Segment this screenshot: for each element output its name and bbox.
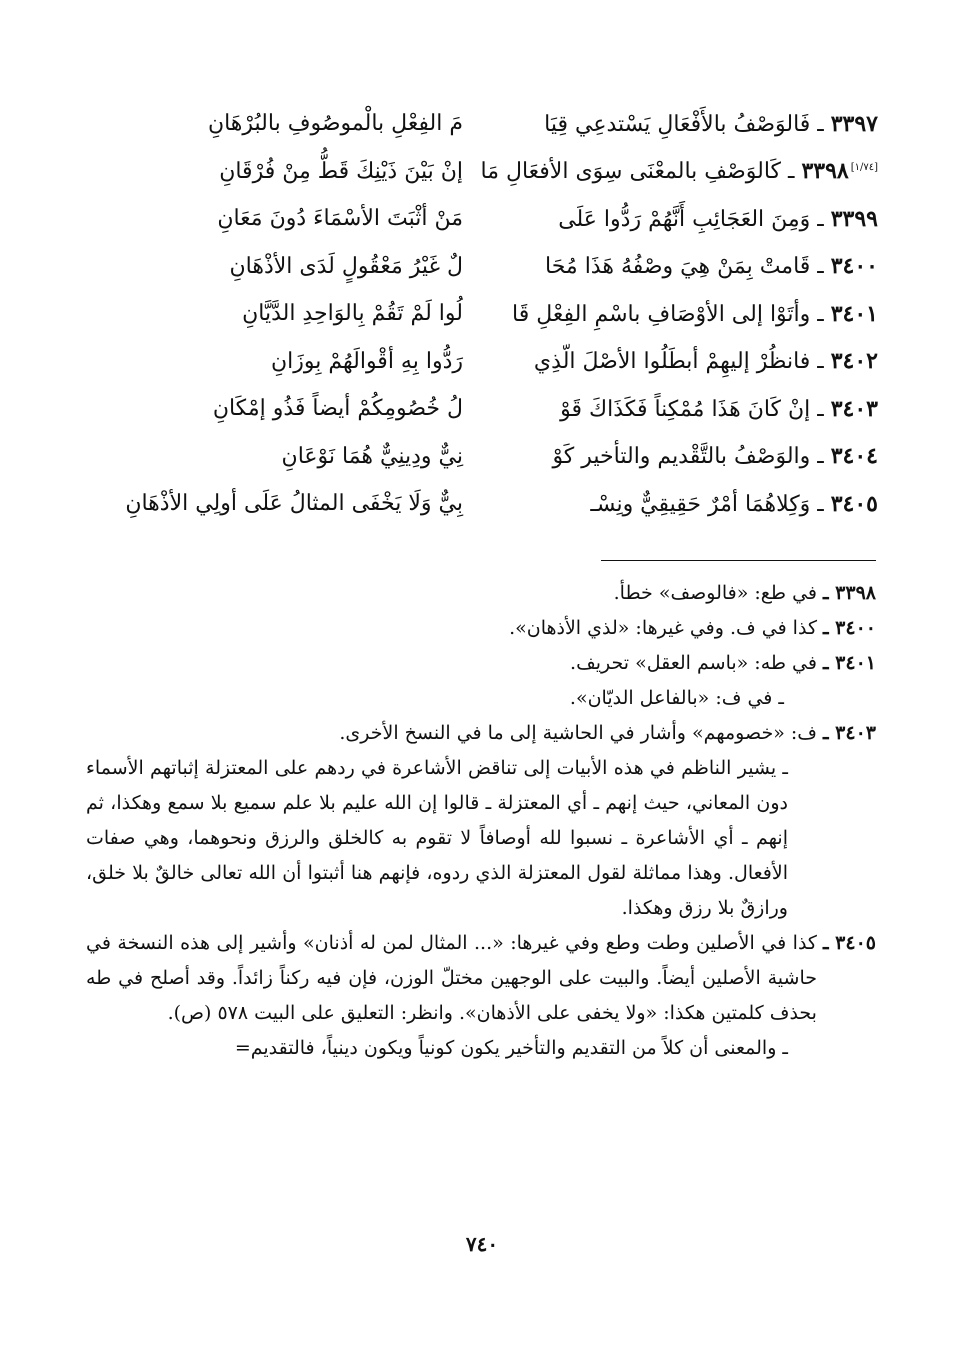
verse-number: ٣٤٠٥ xyxy=(830,490,878,517)
verse-first-hemistich: ٣٤٠٠ ـ قَامتْ بِمَنْ هِيَ وصْفُهُ هَذَا مُحَا xyxy=(545,253,878,280)
verse-first-hemistich: ٣٤٠١ ـ وأتَوْا إلى الأوْصَافِ باسْمِ الفِعْلِ قَا xyxy=(512,300,878,327)
footnote-verse-number: ٣٤٠٣ ـ xyxy=(822,722,876,744)
verse-line xyxy=(88,100,878,148)
verse-line xyxy=(88,148,878,196)
verse-first-hemistich: [١/٧٤]٣٣٩٨ ـ كَالوَصْفِ بالمعْنَى سِوَى الأفعَالِ مَا xyxy=(480,158,878,185)
footnote-text: في طع: «فالوصف» خطأ. xyxy=(613,582,817,604)
verse-second-hemistich: إنْ بَيْنَ ذَيْنِكَ قَطُّ مِنْ فُرْقَانِ xyxy=(219,158,463,184)
footnote-text: ـ يشير الناظم في هذه الأبيات إلى تناقض الأشاعرة في ردهم على المعتزلة إثباتهم الأسماء دون المعاني، حيث إنهم ـ أي المعتزلة ـ قالوا إن الله عليم بلا علم سميع بلا سمع وهكذا، ثم إنهم ـ أي الأشاعرة ـ نسبوا لله أوصافاً لا تقوم به كالخلق والرزق ونحوهما، وهي صفات الأفعال. وهذا مماثلة لقول المعتزلة الذي ردوه، فإنهم هنا أثبتوا أن الله تعالى خالقٌ بلا خلق، ورازقٌ بلا رزق وهكذا. xyxy=(86,757,788,919)
verse-second-hemistich: بِيٌّ وَلَا يَخْفَى المثالُ عَلَى أولِي الأذْهَانِ xyxy=(125,491,463,517)
verse-sadr-text: وَكِلاهُمَا أمْرٌ حَقِيقِيٌّ ونِسْـ xyxy=(590,491,811,517)
verse-sadr-text: فانظُرْ إليهِمْ أبطَلُوا الأصْلَ الّذِي xyxy=(533,349,811,375)
verse-second-hemistich: مَنْ أثْبَتَ الأسْمَاءَ دُونَ مَعَانِ xyxy=(217,206,463,232)
manuscript-page-marker: [١/٧٤] xyxy=(850,161,878,173)
verse-second-hemistich: لُوا لَمْ تَقُمْ بِالوَاحِدِ الدَّيَّانِ xyxy=(242,301,463,327)
verse-first-hemistich: ٣٣٩٩ ـ وَمِنَ العَجَائِبِ أَنَّهُمْ رَدُّوا عَلَى xyxy=(558,205,878,232)
verse-number: ٣٤٠٠ xyxy=(830,253,878,280)
verse-line xyxy=(88,433,878,481)
verse-line xyxy=(88,338,878,386)
verse-line xyxy=(88,243,878,291)
verse-line xyxy=(88,290,878,338)
verse-first-hemistich: ٣٤٠٢ ـ فانظُرْ إليهِمْ أبطَلُوا الأصْلَ الّذِي xyxy=(533,348,878,375)
verse-second-hemistich: لٌ غَيْرُ مَعْقُولٍ لَدَى الأذْهَانِ xyxy=(229,253,463,279)
verse-line xyxy=(88,480,878,528)
verse-number: ٣٤٠١ xyxy=(830,300,878,327)
footnote-para xyxy=(86,1031,876,1066)
verse-number: ٣٣٩٨ xyxy=(801,158,849,185)
footnote-main xyxy=(86,716,876,751)
verse-sadr-text: والوَصْفُ بالتَّقْديم والتأخير كَوْ xyxy=(552,444,811,470)
footnote-main xyxy=(86,576,876,611)
footnote-text: كذا في الأصلين وطت وطع وفي غيرها: «... المثال لمن له أذنان» وأشير إلى هذه النسخة في حاشية الأصلين أيضاً. والبيت على الوجهين مختلّ الوزن، فإن فيه ركناً زائداً. وقد أصلح في طه بحذف كلمتين هكذا: «ولا يخفى على الأذهان». وانظر: التعليق على البيت ٥٧٨ (ص). xyxy=(86,932,817,1024)
footnote-verse-number: ٣٤٠٥ ـ xyxy=(822,932,876,954)
footnotes xyxy=(86,576,876,1066)
verse-sadr-text: وَمِنَ العَجَائِبِ أَنَّهُمْ رَدُّوا عَلَى xyxy=(558,206,811,232)
verse-second-hemistich: نِيٌّ ودِينِيٌّ هُمَا نَوْعَانِ xyxy=(281,443,463,469)
footnote-main xyxy=(86,611,876,646)
verse-sadr-text: كَالوَصْفِ بالمعْنَى سِوَى الأفعَالِ مَا xyxy=(480,159,781,185)
footnote-para xyxy=(86,751,876,926)
page-number: ٧٤٠ xyxy=(465,1232,499,1256)
verse-sadr-text: قَامتْ بِمَنْ هِيَ وصْفُهُ هَذَا مُحَا xyxy=(545,254,811,280)
verse-first-hemistich: ٣٤٠٣ ـ إنْ كَانَ هَذَا مُمْكِناً فَكَذَاكَ قَوْ xyxy=(560,395,878,422)
footnote-text: كذا في ف. وفي غيرها: «لذي الأذهان». xyxy=(509,617,817,639)
verse-number: ٣٣٩٧ xyxy=(830,110,878,137)
verse-first-hemistich: ٣٤٠٤ ـ والوَصْفُ بالتَّقْديم والتأخير كَوْ xyxy=(552,443,878,470)
verse-sadr-text: إنْ كَانَ هَذَا مُمْكِناً فَكَذَاكَ قَوْ xyxy=(560,396,811,422)
verse-number: ٣٤٠٢ xyxy=(830,348,878,375)
footnote-text: في طه: «باسم العقل» تحريف. xyxy=(570,652,817,674)
verse-second-hemistich: لُ خُصُومِكُمْ أيضاً فَذُو إمْكَانِ xyxy=(212,396,463,422)
poem-verses xyxy=(88,100,878,528)
verse-line xyxy=(88,195,878,243)
verse-second-hemistich: مَ الفِعْلِ بالْموصُوفِ بالبُرْهَانِ xyxy=(207,111,463,137)
verse-first-hemistich: ٣٣٩٧ ـ فَالوَصْفُ بالأَفْعَالِ يَسْتدعِي قِيَا xyxy=(544,110,878,137)
footnote-separator xyxy=(601,560,876,561)
verse-second-hemistich: رَدُّوا بِهِ أقْوالَهُمْ بِوزَانِ xyxy=(270,348,463,374)
footnote-verse-number: ٣٤٠٠ ـ xyxy=(822,617,876,639)
verse-number: ٣٣٩٩ xyxy=(830,205,878,232)
verse-sadr-text: فَالوَصْفُ بالأَفْعَالِ يَسْتدعِي قِيَا xyxy=(544,111,811,137)
footnote-verse-number: ٣٤٠١ ـ xyxy=(822,652,876,674)
footnote-text: ف: «خصومهم» وأشار في الحاشية إلى ما في النسخ الأخرى. xyxy=(339,722,817,744)
verse-first-hemistich: ٣٤٠٥ ـ وَكِلاهُمَا أمْرٌ حَقِيقِيٌّ ونِسْـ xyxy=(590,490,878,517)
footnote-main xyxy=(86,926,876,1031)
footnote-verse-number: ٣٣٩٨ ـ xyxy=(822,582,876,604)
verse-line xyxy=(88,385,878,433)
verse-number: ٣٤٠٣ xyxy=(830,395,878,422)
footnote-sub xyxy=(86,681,876,716)
verse-number: ٣٤٠٤ xyxy=(830,443,878,470)
footnote-text: ـ والمعنى أن كلاً من التقديم والتأخير يكون كونياً ويكون دينياً، فالتقديم= xyxy=(234,1037,788,1059)
verse-sadr-text: وأتَوْا إلى الأوْصَافِ باسْمِ الفِعْلِ قَا xyxy=(512,301,811,327)
footnote-text: ـ في ف: «بالفاعل الديّان». xyxy=(569,687,784,709)
footnote-main xyxy=(86,646,876,681)
